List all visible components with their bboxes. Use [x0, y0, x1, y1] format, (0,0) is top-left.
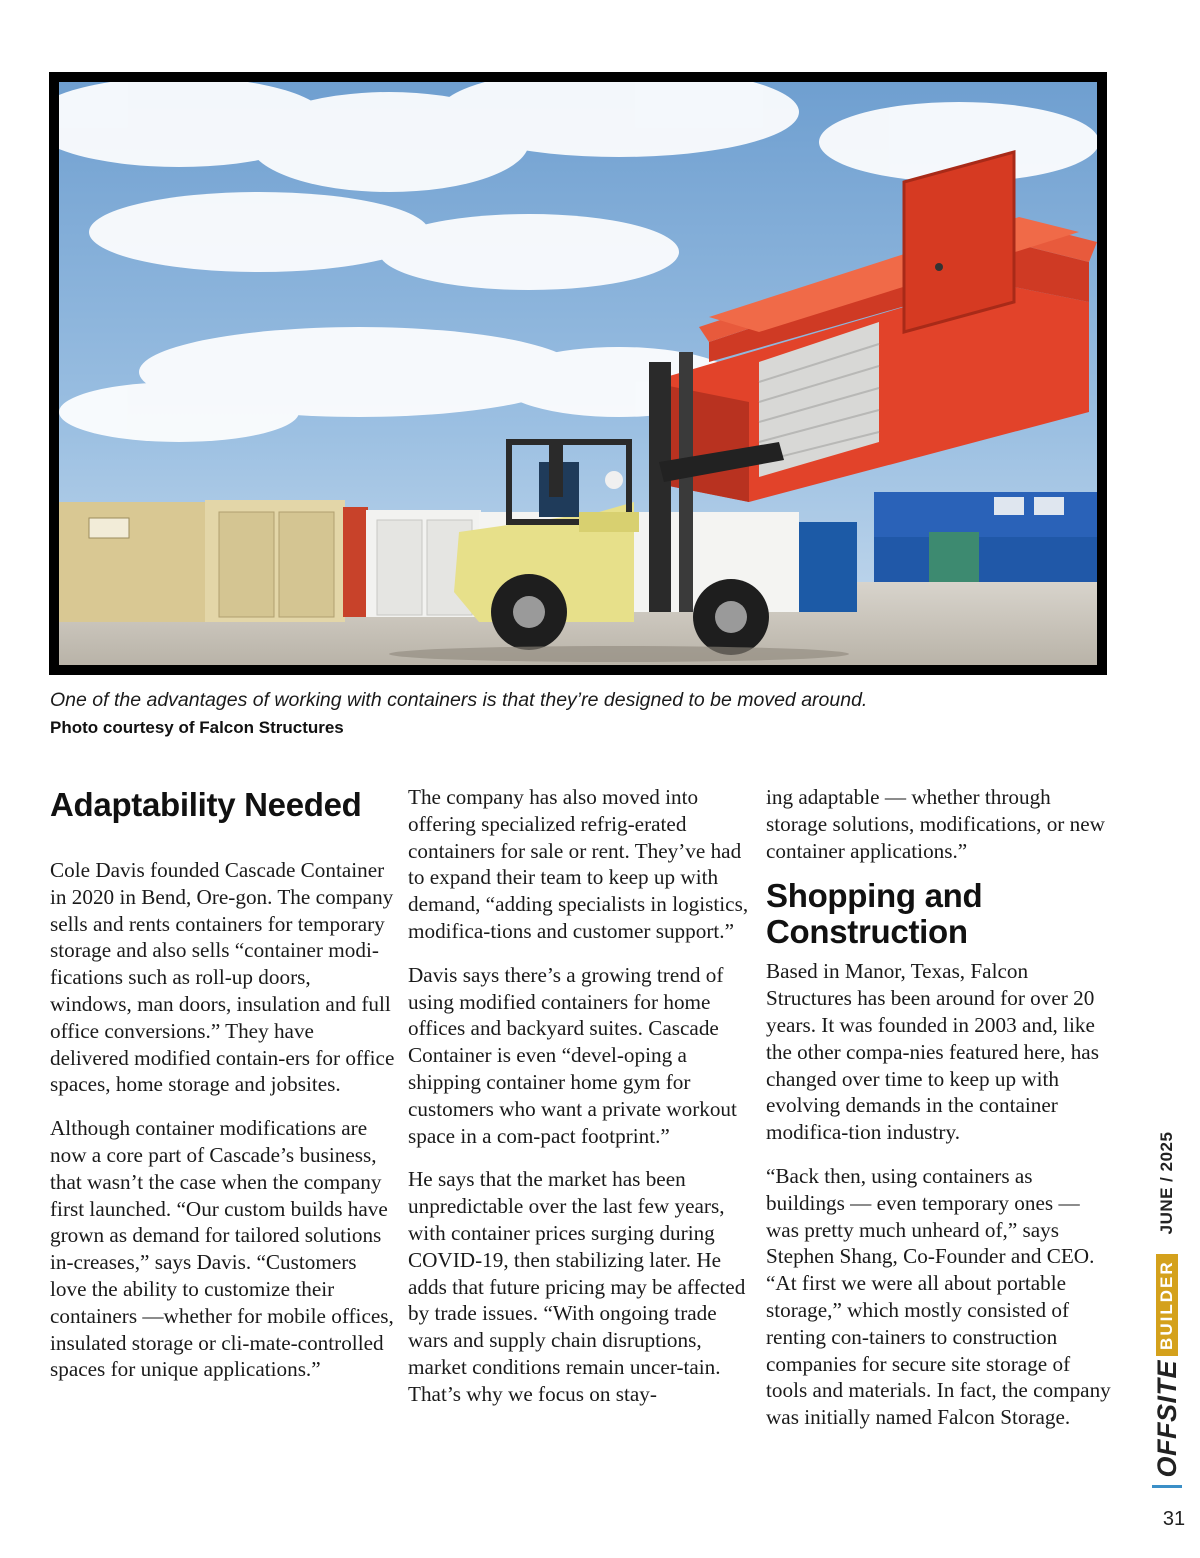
photo-caption: One of the advantages of working with containers is that they’re designed to be moved around.: [50, 689, 868, 711]
forklift-container-photo: [59, 82, 1097, 665]
section-heading-adaptability: Adaptability Needed: [50, 786, 362, 823]
section-heading-shopping: Shopping and Construction: [766, 877, 983, 951]
photo-frame: [49, 72, 1107, 675]
body-paragraph: The company has also moved into offering specialized refrig-erated containers for sale or rent. They’ve had to expand their team to keep up with demand, “adding specialists in logistics, modifica-tions and customer support.”: [408, 785, 749, 943]
accent-bar: [1152, 1485, 1182, 1488]
photo-credit: Photo courtesy of Falcon Structures: [50, 718, 344, 737]
body-paragraph: ing adaptable — whether through storage solutions, modifications, or new container applications.”: [766, 785, 1105, 863]
body-paragraph: “Back then, using containers as buildings — even temporary ones — was pretty much unheard of,” says Stephen Shang, Co-Founder and CEO. “At first we were all about portable storage,” which mostly consisted of renting con-tainers to construction companies for secure site storage of tools and materials. In fact, the company was initially named Falcon Storage.: [766, 1163, 1111, 1430]
brand-builder: BUILDER: [1156, 1254, 1178, 1356]
body-paragraph: Although container modifications are now a core part of Cascade’s business, that wasn’t the case when the company first launched. “Our custom builds have grown as demand for tailored solutions in-creases,” says Davis. “Customers love the ability to customize their containers —whether for mobile offices, insulated storage or cli-mate-controlled spaces for unique applications.”: [50, 1116, 394, 1382]
page-number: 31: [1162, 1508, 1186, 1530]
body-paragraph: Based in Manor, Texas, Falcon Structures has been around for over 20 years. It was founded in 2003 and, like the other compa-nies featured here, has changed over time to keep up with evolving demands in the container modifica-tion industry.: [766, 959, 1099, 1145]
body-paragraph: Davis says there’s a growing trend of using modified containers for home offices and backyard suites. Cascade Container is even “devel-oping a shipping container home gym for customers who want a private workout space in a com-pact footprint.”: [408, 962, 737, 1148]
article-column-2: [408, 784, 753, 1408]
body-paragraph: He says that the market has been unpredictable over the last few years, with container prices surging during COVID-19, then stabilizing later. He adds that future pricing may be affected by trade issues. “With ongoing trade wars and supply chain disruptions, market conditions remain uncer-tain. That’s why we focus on stay-: [408, 1167, 746, 1406]
magazine-sidebar: [1147, 1131, 1197, 1520]
issue-date: JUNE / 2025: [1157, 1131, 1176, 1235]
brand-offsite: OFFSITE: [1151, 1359, 1182, 1478]
magazine-branding: [1147, 1130, 1187, 1490]
body-paragraph: Cole Davis founded Cascade Container in 2020 in Bend, Ore-gon. The company sells and rents containers for temporary storage and also sells “container modi-fications such as roll-up doors, windows, man doors, insulation and full office conversions.” They have delivered modified contain-ers for office spaces, home storage and jobsites.: [50, 858, 395, 1097]
article-column-3: [766, 784, 1116, 1431]
article-column-1: [50, 784, 395, 1383]
